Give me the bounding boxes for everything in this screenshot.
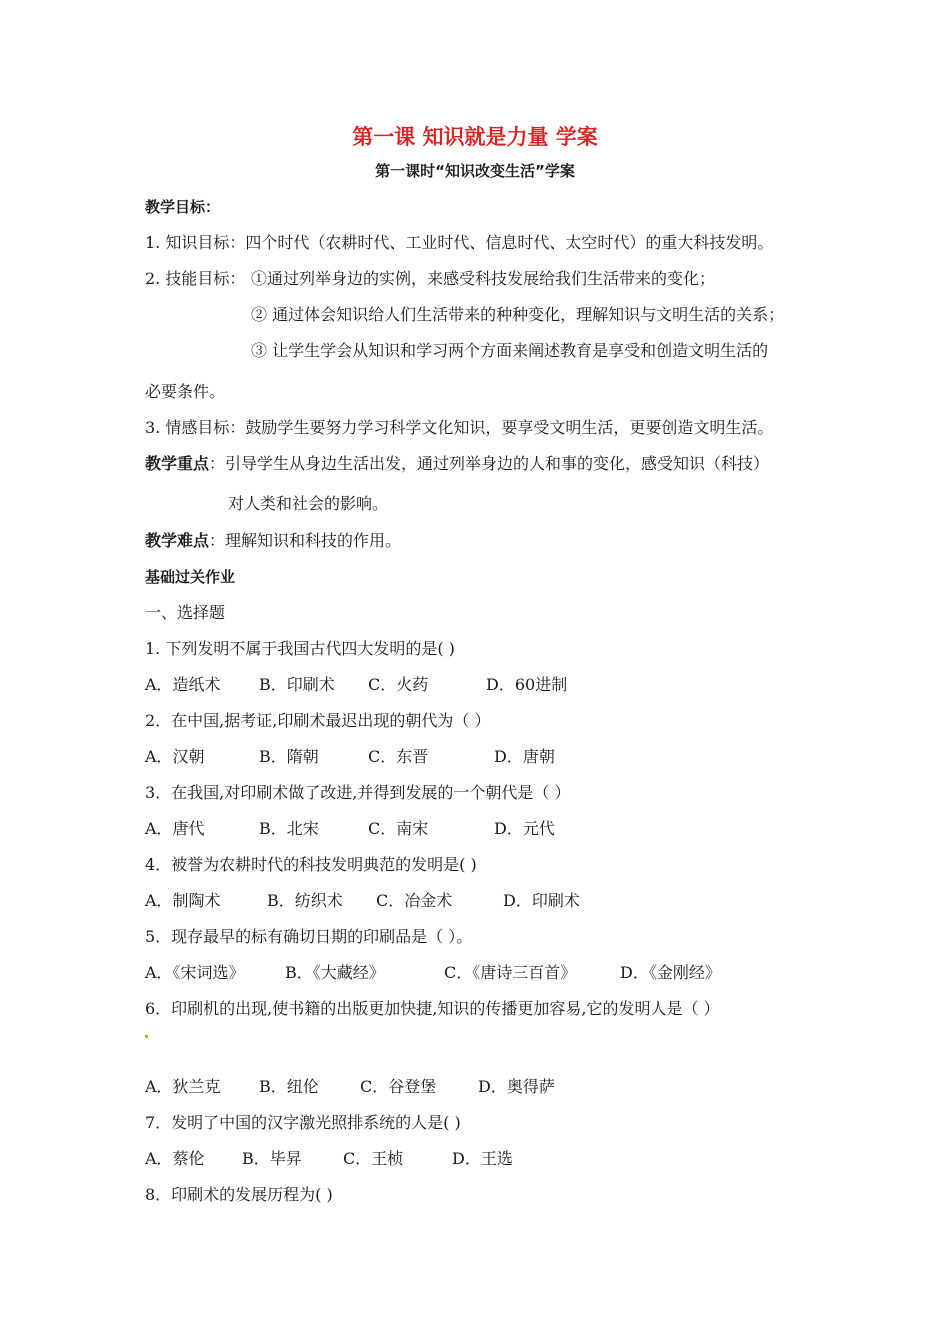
option-b: B．印刷术 xyxy=(259,675,335,694)
difficulty-line xyxy=(145,531,401,551)
objective-skill-label: 2. 技能目标： xyxy=(145,269,246,288)
option-c: C．谷登堡 xyxy=(360,1077,437,1096)
objective-emotion: 3. 情感目标：鼓励学生要努力学习科学文化知识，要享受文明生活，更要创造文明生活。 xyxy=(145,418,774,437)
objectives-heading: 教学目标： xyxy=(145,198,221,216)
option-b: B．《大藏经》 xyxy=(285,963,385,982)
key-point-text: ：引导学生从身边生活出发，通过列举身边的人和事的变化，感受知识（科技） xyxy=(209,454,770,473)
option-c: C．火药 xyxy=(368,675,429,694)
difficulty-text: ：理解知识和科技的作用。 xyxy=(209,531,402,550)
objective-skill-c-cont: 必要条件。 xyxy=(145,382,226,401)
key-point-text-cont: 对人类和社会的影响。 xyxy=(228,494,389,513)
question-8: 8．印刷术的发展历程为( ) xyxy=(145,1185,333,1204)
option-a: A．汉朝 xyxy=(145,747,205,766)
option-a: A．狄兰克 xyxy=(145,1077,221,1096)
question-5: 5．现存最早的标有确切日期的印刷品是（ ）。 xyxy=(145,927,473,946)
homework-heading: 基础过关作业 xyxy=(145,568,236,586)
option-c: C．王桢 xyxy=(343,1149,404,1168)
option-d: D．60进制 xyxy=(486,675,568,694)
option-c: C．东晋 xyxy=(368,747,429,766)
option-a: A．唐代 xyxy=(145,819,205,838)
option-d: D．元代 xyxy=(494,819,555,838)
option-a: A．制陶术 xyxy=(145,891,221,910)
option-b: B．毕昇 xyxy=(242,1149,302,1168)
option-d: D．奥得萨 xyxy=(478,1077,555,1096)
page-subtitle: 第一课时“知识改变生活”学案 xyxy=(375,162,575,180)
question-2: 2．在中国,据考证,印刷术最迟出现的朝代为（ ） xyxy=(145,711,491,730)
question-7: 7．发明了中国的汉字激光照排系统的人是( ) xyxy=(145,1113,461,1132)
section-heading: 一、选择题 xyxy=(145,603,226,622)
key-point-label: 教学重点 xyxy=(145,454,210,473)
option-a: A．蔡伦 xyxy=(145,1149,205,1168)
option-b: B．纺织术 xyxy=(267,891,343,910)
option-c: C．冶金术 xyxy=(376,891,453,910)
objective-skill-c: ③ 让学生学会从知识和学习两个方面来阐述教育是享受和创造文明生活的 xyxy=(251,341,769,360)
option-d: D．《金刚经》 xyxy=(620,963,721,982)
question-6: 6．印刷机的出现,使书籍的出版更加快捷,知识的传播更加容易,它的发明人是（ ） xyxy=(145,999,720,1018)
option-d: D．唐朝 xyxy=(494,747,555,766)
objective-skill-a: ①通过列举身边的实例，来感受科技发展给我们生活带来的变化； xyxy=(251,269,716,288)
question-1: 1. 下列发明不属于我国古代四大发明的是( ) xyxy=(145,639,455,658)
stray-mark xyxy=(145,1035,148,1038)
option-a: A．造纸术 xyxy=(145,675,221,694)
difficulty-label: 教学难点 xyxy=(145,531,210,550)
option-b: B．北宋 xyxy=(259,819,319,838)
option-a: A．《宋词选》 xyxy=(145,963,245,982)
objective-skill-b: ② 通过体会知识给人们生活带来的种种变化，理解知识与文明生活的关系； xyxy=(251,305,785,324)
option-c: C．《唐诗三百首》 xyxy=(444,963,577,982)
option-c: C．南宋 xyxy=(368,819,429,838)
option-b: B．纽伦 xyxy=(259,1077,319,1096)
question-4: 4．被誉为农耕时代的科技发明典范的发明是( ) xyxy=(145,855,477,874)
question-3: 3．在我国,对印刷术做了改进,并得到发展的一个朝代是（ ） xyxy=(145,783,571,802)
page-title: 第一课 知识就是力量 学案 xyxy=(352,125,598,149)
objective-knowledge: 1. 知识目标：四个时代（农耕时代、工业时代、信息时代、太空时代）的重大科技发明。 xyxy=(145,233,774,252)
option-d: D．印刷术 xyxy=(503,891,580,910)
option-d: D．王选 xyxy=(452,1149,513,1168)
option-b: B．隋朝 xyxy=(259,747,319,766)
key-point-line xyxy=(145,454,769,474)
